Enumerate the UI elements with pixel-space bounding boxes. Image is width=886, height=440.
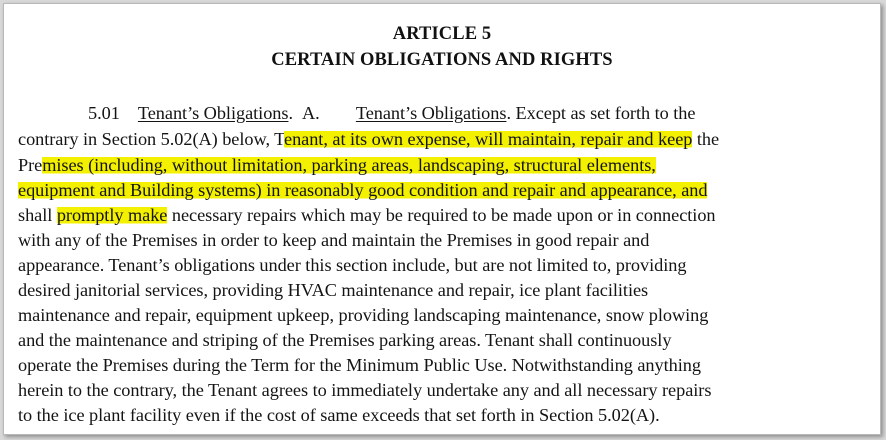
paragraph-line: contrary in Section 5.02(A) below, Tenant, at its own expense, will maintain, repair and keep the — [18, 129, 720, 149]
paragraph-line: herein to the contrary, the Tenant agrees to immediately undertake any and all necessary repairs — [18, 380, 712, 400]
article-number: ARTICLE 5 — [392, 24, 492, 44]
article-title: CERTAIN OBLIGATIONS AND RIGHTS — [271, 50, 613, 70]
paragraph-line: desired janitorial services, providing HVAC maintenance and repair, ice plant facilities — [18, 280, 649, 300]
paragraph-line: appearance. Tenant’s obligations under this section include, but are not limited to, providing — [18, 255, 687, 275]
paragraph-line: operate the Premises during the Term for the Minimum Public Use. Notwithstanding anything — [18, 355, 701, 375]
paragraph-line: Premises (including, without limitation, parking areas, landscaping, structural elements, — [18, 155, 656, 175]
paragraph-line: shall promptly make necessary repairs which may be required to be made upon or in connection — [18, 205, 716, 225]
subsection-heading: Tenant’s Obligations — [355, 103, 507, 123]
highlighted-text: equipment and Building systems) in reasonably good condition and repair and appearance, and — [18, 180, 708, 200]
section-number: 5.01 — [88, 103, 120, 123]
line-text: Except as set forth to the — [510, 103, 696, 123]
section-first-line: 5.01 Tenant’s Obligations. A. Tenant’s Obligations. Except as set forth to the — [88, 103, 696, 123]
highlighted-text: promptly make — [56, 205, 168, 225]
highlighted-text: enant, at its own expense, will maintain, repair and keep — [284, 129, 693, 149]
paragraph-line: to the ice plant facility even if the cost of same exceeds that set forth in Section 5.02(A). — [18, 405, 660, 425]
paragraph-line: with any of the Premises in order to keep and maintain the Premises in good repair and — [18, 230, 650, 250]
paragraph-line: and the maintenance and striping of the Premises parking areas. Tenant shall continuously — [18, 330, 672, 350]
subsection-letter: A. — [302, 103, 320, 123]
paragraph-line: maintenance and repair, equipment upkeep, providing landscaping maintenance, snow plowing — [18, 305, 709, 325]
section-heading: Tenant’s Obligations — [137, 103, 289, 123]
document-page — [3, 3, 881, 435]
paragraph-line — [18, 180, 707, 201]
highlighted-text: mises (including, without limitation, parking areas, landscaping, structural elements, — [42, 155, 656, 175]
